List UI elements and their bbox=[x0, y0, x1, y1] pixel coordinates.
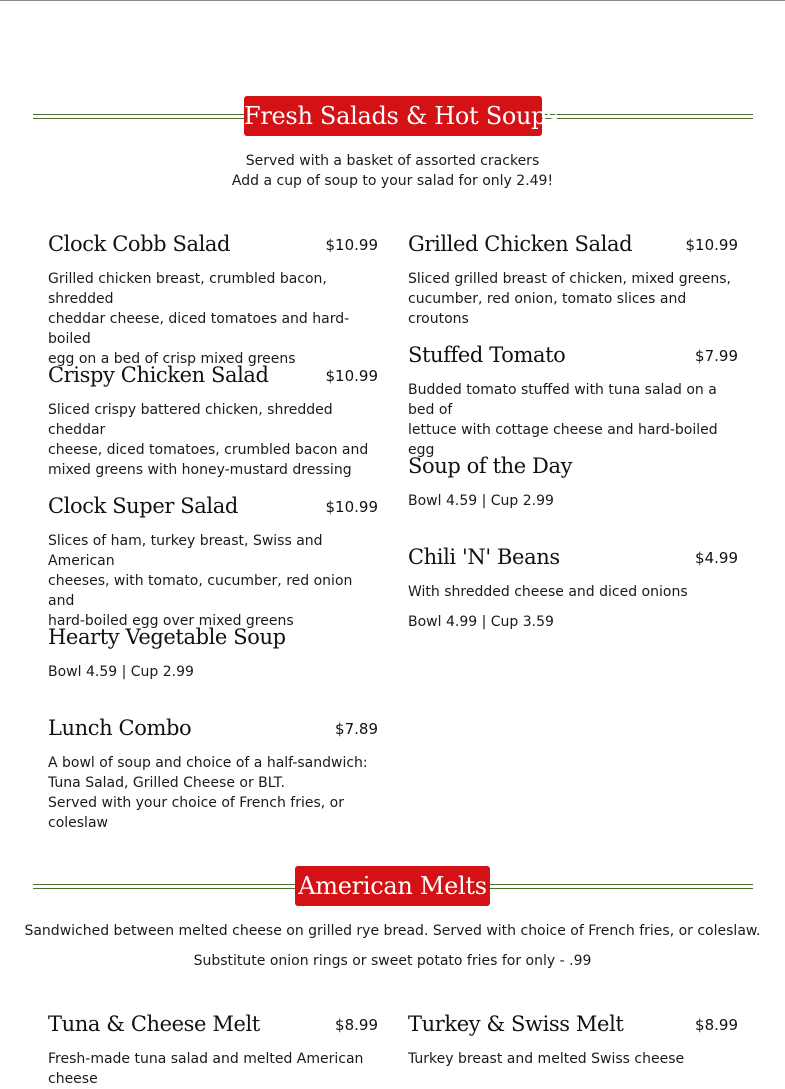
menu-item-turkey-swiss-melt bbox=[408, 1010, 738, 1069]
item-price: $10.99 bbox=[685, 236, 738, 254]
menu-item-lunch-combo bbox=[48, 714, 378, 833]
intro-line: Substitute onion rings or sweet potato fries for only - .99 bbox=[193, 953, 592, 969]
item-price: $10.99 bbox=[325, 236, 378, 254]
desc-line: hard-boiled egg over mixed greens bbox=[48, 613, 294, 629]
section-intro bbox=[0, 151, 785, 191]
item-price: $10.99 bbox=[325, 498, 378, 516]
menu-item-crispy-chicken-salad bbox=[48, 361, 378, 480]
desc-line: Sliced grilled breast of chicken, mixed greens, bbox=[408, 271, 731, 287]
menu-item-clock-cobb-salad bbox=[48, 230, 378, 369]
item-name: Stuffed Tomato bbox=[408, 343, 566, 367]
desc-line: Grilled chicken breast, crumbled bacon, shredded bbox=[48, 271, 327, 307]
item-description bbox=[48, 753, 378, 833]
intro-line: Sandwiched between melted cheese on grilled rye bread. Served with choice of French fries, or coleslaw. bbox=[24, 923, 761, 939]
item-description bbox=[48, 400, 378, 480]
desc-line: Sliced crispy battered chicken, shredded cheddar bbox=[48, 402, 333, 438]
desc-line: With shredded cheese and diced onions bbox=[408, 584, 688, 600]
desc-line: Budded tomato stuffed with tuna salad on a bed of bbox=[408, 382, 717, 418]
item-portion-prices: Bowl 4.99 | Cup 3.59 bbox=[408, 614, 554, 630]
menu-item-clock-super-salad bbox=[48, 492, 378, 631]
desc-line: cheeses, with tomato, cucumber, red onion and bbox=[48, 573, 353, 609]
section-title: American Melts bbox=[295, 866, 490, 906]
item-description bbox=[408, 491, 738, 511]
desc-line: cheddar cheese, diced tomatoes and hard-boiled bbox=[48, 311, 350, 347]
intro-line: Add a cup of soup to your salad for only 2.49! bbox=[231, 173, 554, 189]
intro-line: Served with a basket of assorted crackers bbox=[245, 153, 540, 169]
desc-line: Served with your choice of French fries, or bbox=[48, 795, 344, 811]
item-description bbox=[48, 1049, 378, 1089]
item-description bbox=[408, 582, 738, 602]
section-title: Fresh Salads & Hot Soups bbox=[244, 96, 542, 136]
item-name: Lunch Combo bbox=[48, 716, 192, 740]
desc-line: egg on a bed of crisp mixed greens bbox=[48, 351, 296, 367]
item-price: $8.99 bbox=[695, 1016, 738, 1034]
item-description bbox=[48, 531, 378, 631]
item-price: $8.99 bbox=[335, 1016, 378, 1034]
item-name: Grilled Chicken Salad bbox=[408, 232, 633, 256]
menu-item-stuffed-tomato bbox=[408, 341, 738, 460]
item-price: $4.99 bbox=[695, 549, 738, 567]
desc-line: mixed greens with honey-mustard dressing bbox=[48, 462, 352, 478]
menu-item-tuna-cheese-melt bbox=[48, 1010, 378, 1089]
desc-line: Bowl 4.59 | Cup 2.99 bbox=[408, 493, 554, 509]
desc-line: lettuce with cottage cheese and hard-boiled egg bbox=[408, 422, 718, 458]
item-description bbox=[48, 662, 378, 682]
top-border bbox=[0, 0, 785, 1]
item-name: Turkey & Swiss Melt bbox=[408, 1012, 624, 1036]
desc-line: Bowl 4.59 | Cup 2.99 bbox=[48, 664, 194, 680]
item-name: Chili 'N' Beans bbox=[408, 545, 560, 569]
item-name: Clock Super Salad bbox=[48, 494, 238, 518]
desc-line: Turkey breast and melted Swiss cheese bbox=[408, 1051, 685, 1067]
desc-line: cucumber, red onion, tomato slices and croutons bbox=[408, 291, 687, 327]
item-description bbox=[48, 269, 378, 369]
menu-item-chili-n-beans bbox=[408, 543, 738, 632]
item-name: Soup of the Day bbox=[408, 454, 573, 478]
item-description bbox=[408, 380, 738, 460]
section-intro bbox=[0, 951, 785, 971]
menu-item-hearty-vegetable-soup bbox=[48, 623, 378, 682]
item-price: $7.99 bbox=[695, 347, 738, 365]
item-name: Clock Cobb Salad bbox=[48, 232, 231, 256]
item-name: Tuna & Cheese Melt bbox=[48, 1012, 260, 1036]
menu-item-soup-of-the-day bbox=[408, 452, 738, 511]
desc-line: coleslaw bbox=[48, 815, 108, 831]
desc-line: cheese bbox=[48, 1071, 98, 1087]
item-name: Crispy Chicken Salad bbox=[48, 363, 269, 387]
item-price: $10.99 bbox=[325, 367, 378, 385]
section-header-melts bbox=[33, 866, 753, 906]
item-name: Hearty Vegetable Soup bbox=[48, 625, 286, 649]
desc-line: Tuna Salad, Grilled Cheese or BLT. bbox=[48, 775, 285, 791]
desc-line: Fresh-made tuna salad and melted American bbox=[48, 1051, 364, 1067]
desc-line: A bowl of soup and choice of a half-sandwich: bbox=[48, 755, 368, 771]
desc-line: Slices of ham, turkey breast, Swiss and American bbox=[48, 533, 323, 569]
desc-line: cheese, diced tomatoes, crumbled bacon and bbox=[48, 442, 369, 458]
section-header-salads bbox=[33, 96, 753, 136]
menu-item-grilled-chicken-salad bbox=[408, 230, 738, 329]
section-intro bbox=[0, 921, 785, 941]
item-description bbox=[408, 269, 738, 329]
item-price: $7.89 bbox=[335, 720, 378, 738]
item-description bbox=[408, 1049, 738, 1069]
